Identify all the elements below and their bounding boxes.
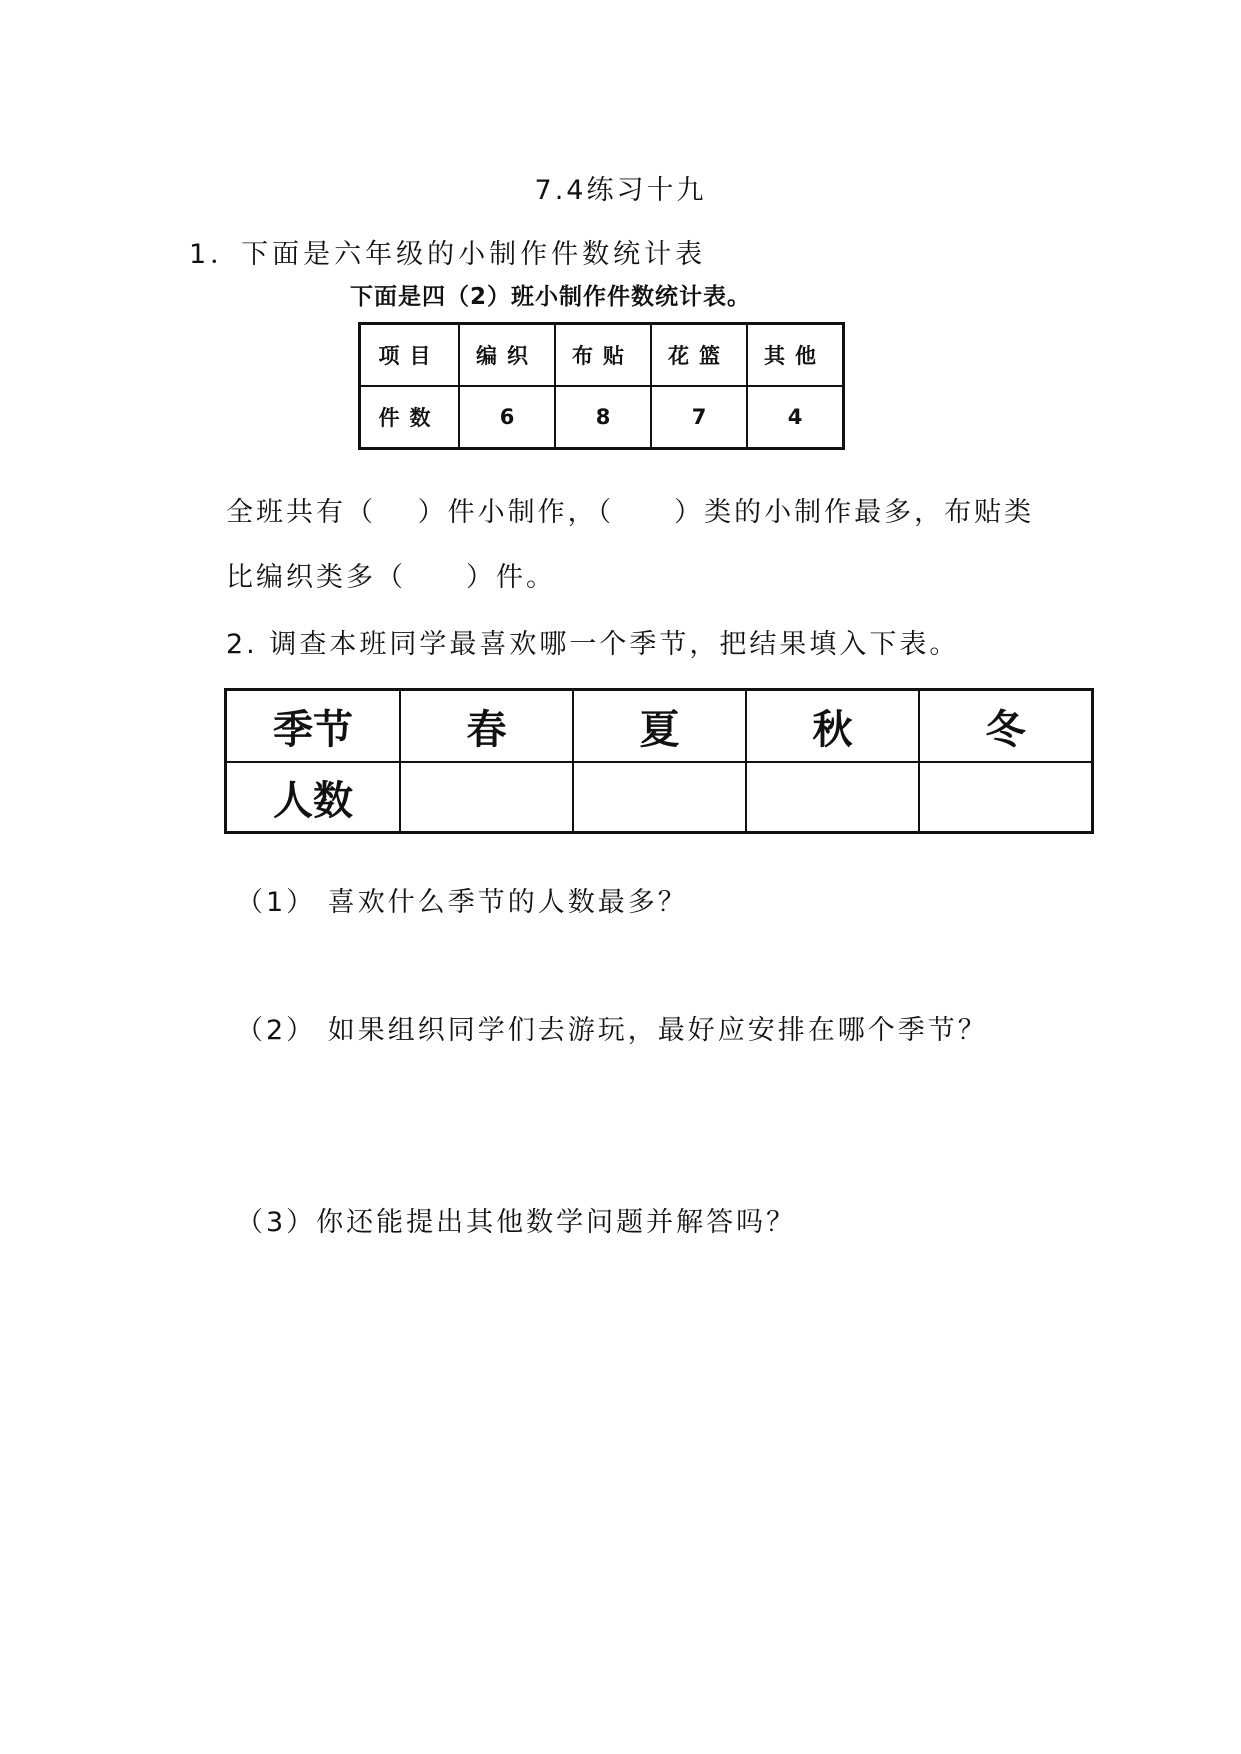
fill-in-blank-line-1: 全班共有（ ）件小制作，（ ）类的小制作最多，布贴类	[226, 497, 1035, 528]
table-cell: 6	[459, 386, 555, 449]
table-header-row	[226, 690, 1093, 763]
table-cell: 8	[555, 386, 651, 449]
table-header-cell: 季节	[226, 690, 401, 763]
table-header-cell: 其他	[747, 324, 844, 387]
sub-question-1: （1） 喜欢什么季节的人数最多？	[236, 887, 688, 918]
table-header-cell: 秋	[746, 690, 919, 763]
table-row	[226, 762, 1093, 833]
table-row-label: 人数	[226, 762, 401, 833]
page-title: 7.4练习十九	[534, 175, 707, 206]
answer-cell[interactable]	[919, 762, 1093, 833]
craft-count-table	[358, 322, 845, 450]
table-row-label: 件数	[360, 386, 460, 449]
table-header-cell: 编织	[459, 324, 555, 387]
table-header-row	[360, 324, 844, 387]
sub-question-3: （3）你还能提出其他数学问题并解答吗？	[236, 1207, 797, 1238]
table-header-cell: 花篮	[651, 324, 747, 387]
season-survey-table	[224, 688, 1094, 834]
table-header-cell: 冬	[919, 690, 1093, 763]
table-header-cell: 布贴	[555, 324, 651, 387]
answer-cell[interactable]	[746, 762, 919, 833]
answer-cell[interactable]	[573, 762, 746, 833]
sub-question-2: （2） 如果组织同学们去游玩，最好应安排在哪个季节？	[236, 1015, 988, 1046]
table-cell: 7	[651, 386, 747, 449]
question-1-heading: 1．下面是六年级的小制作件数统计表	[189, 239, 707, 270]
table-row	[360, 386, 844, 449]
table-cell: 4	[747, 386, 844, 449]
table-header-cell: 项目	[360, 324, 460, 387]
table-1-caption: 下面是四（2）班小制作件数统计表。	[350, 284, 752, 310]
table-header-cell: 春	[400, 690, 573, 763]
table-header-cell: 夏	[573, 690, 746, 763]
answer-cell[interactable]	[400, 762, 573, 833]
question-2-heading: 2. 调查本班同学最喜欢哪一个季节，把结果填入下表。	[226, 629, 960, 660]
fill-in-blank-line-2: 比编织类多（ ）件。	[226, 562, 556, 593]
